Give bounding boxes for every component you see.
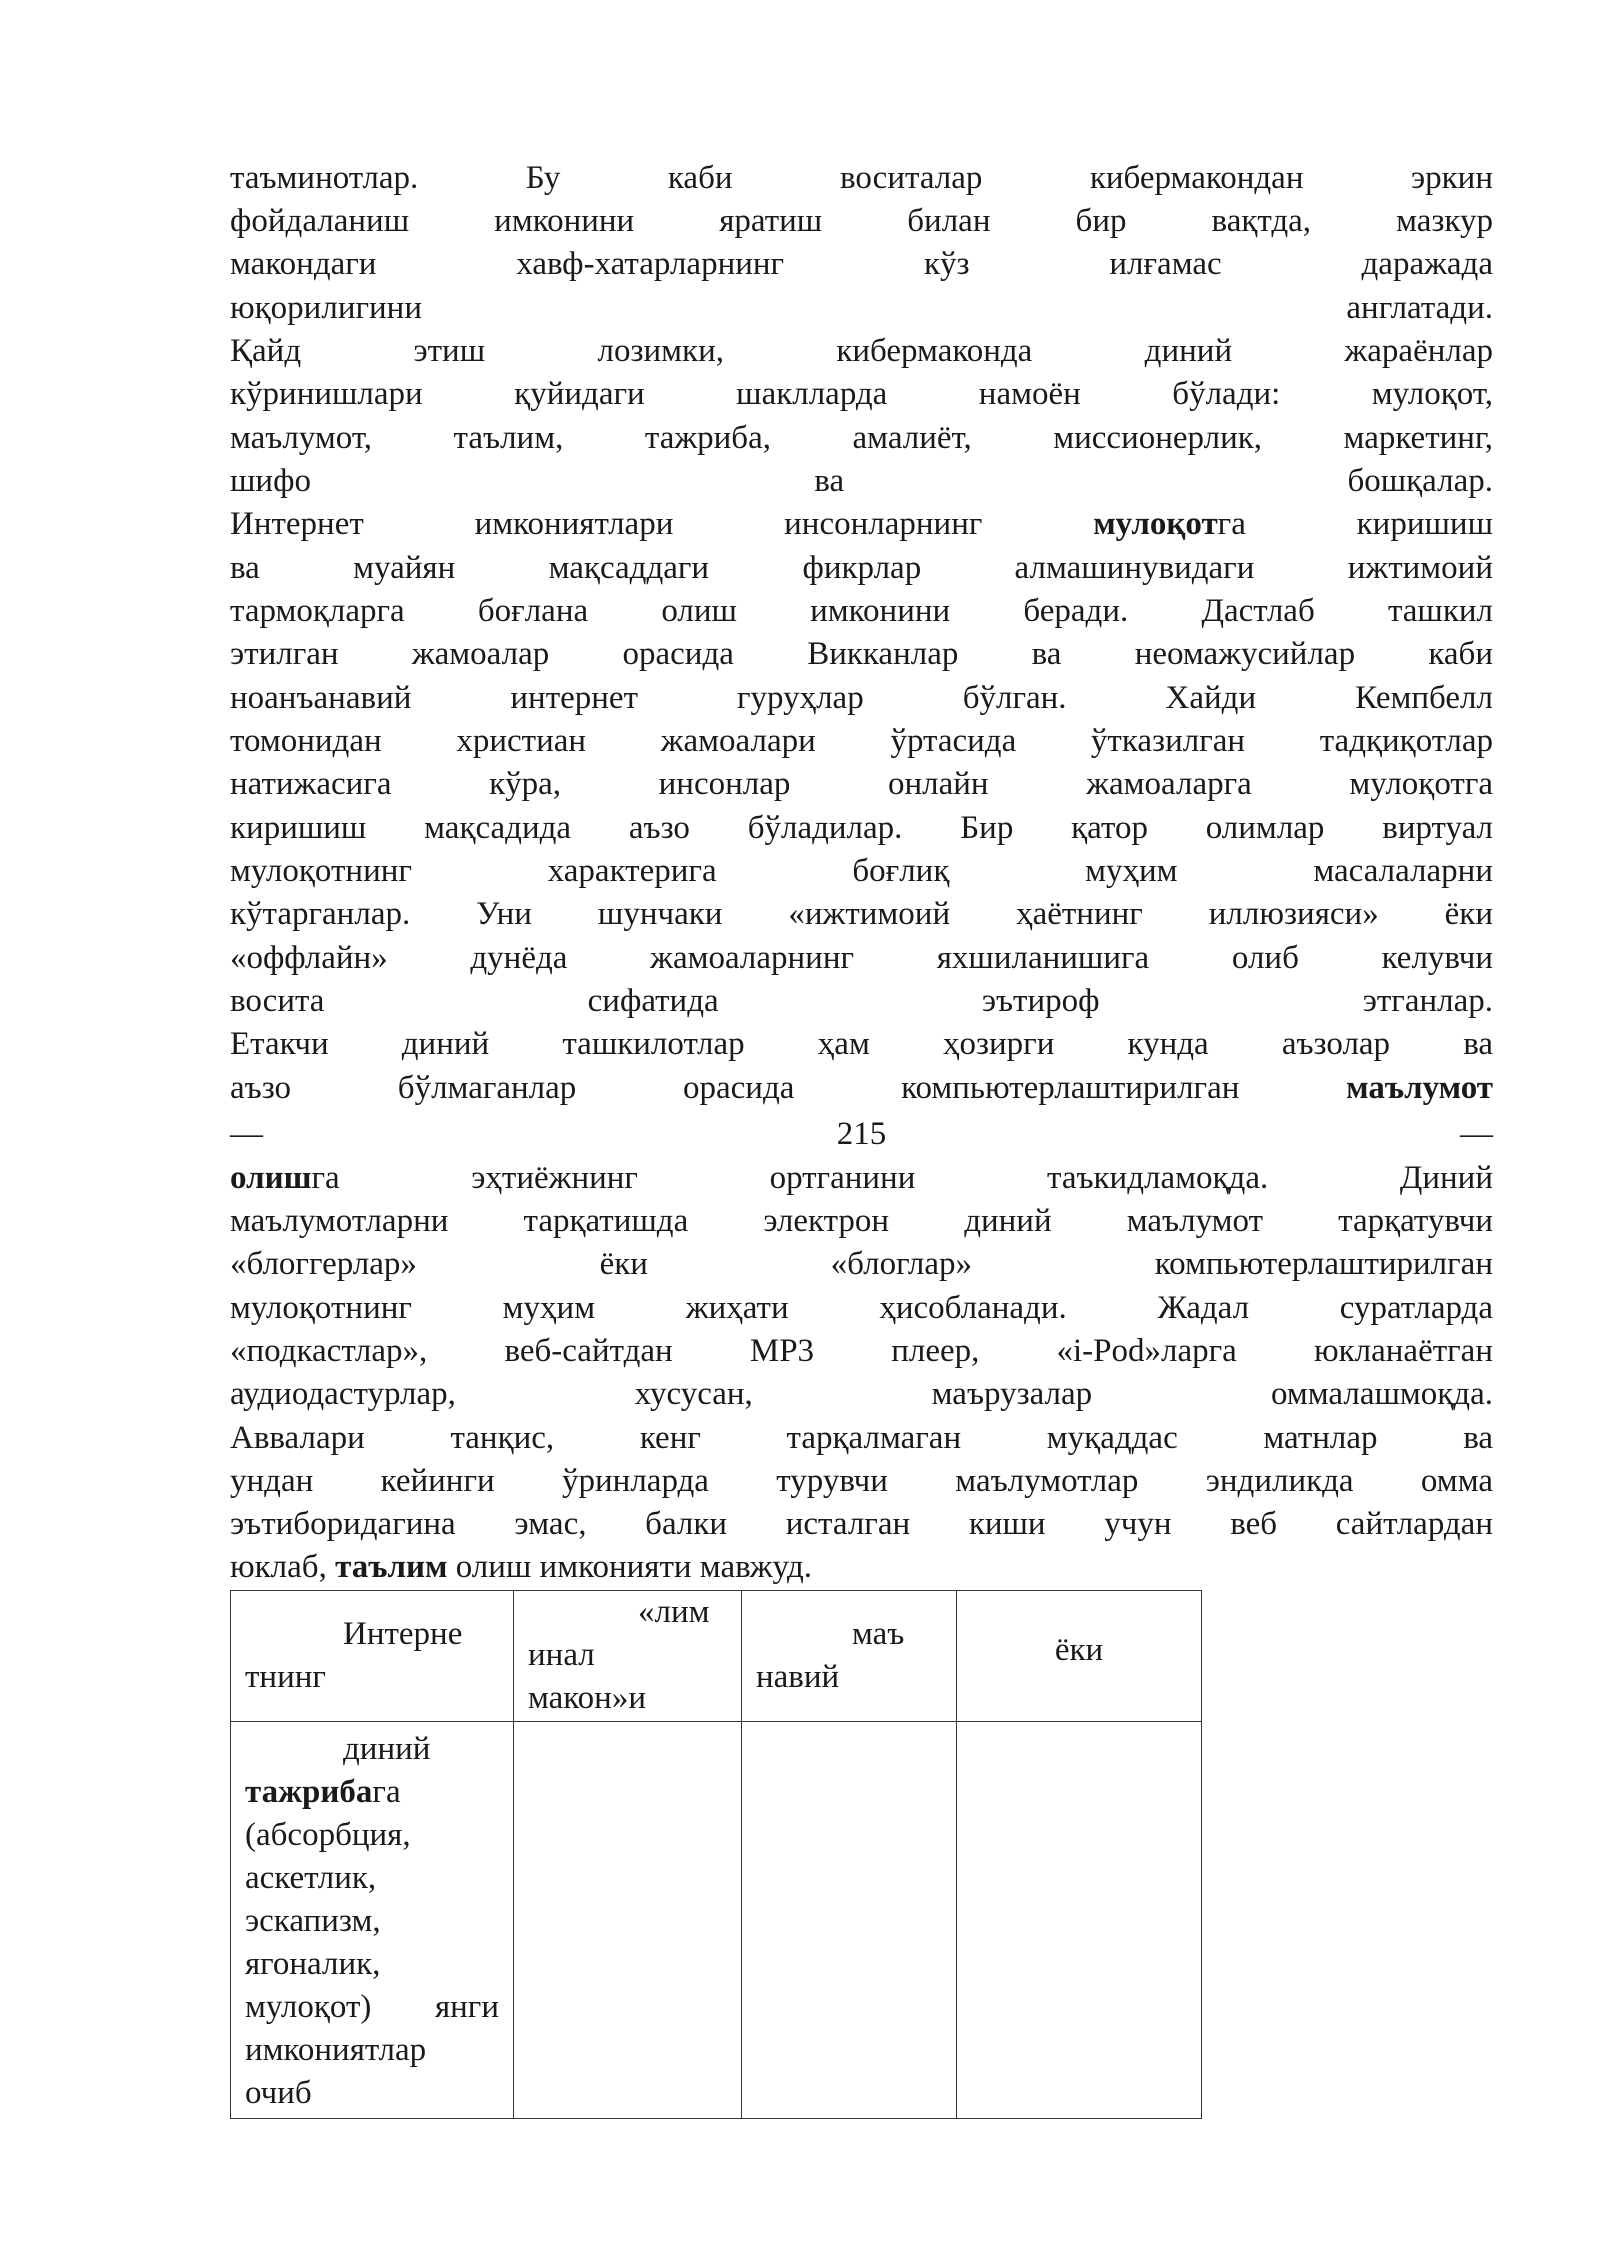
cell-text: диний xyxy=(343,1731,431,1767)
table-row xyxy=(231,1722,1202,2119)
text-line: олишга эҳтиёжнинг ортганини таъкидламоқда. Диний xyxy=(230,1160,1493,1196)
text-line: «подкастлар», веб-сайтдан MP3 плеер, «i-Pod»ларга юкланаётган xyxy=(230,1333,1493,1369)
text-line: мулоқотнинг муҳим жиҳати ҳисобланади. Жадал суратларда xyxy=(230,1290,1493,1326)
table-header-cell xyxy=(514,1591,742,1722)
text-line: кўтарганлар. Уни шунчаки «ижтимоий ҳаётнинг иллюзияси» ёки xyxy=(230,896,1493,932)
text-line: «оффлайн» дунёда жамоаларнинг яхшиланишига олиб келувчи xyxy=(230,940,1493,976)
table-header-cell xyxy=(231,1591,514,1722)
text-line: таъминотлар. Бу каби воситалар кибермакондан эркин xyxy=(230,160,1493,196)
text-line: ва муайян мақсаддаги фикрлар алмашинувидаги ижтимоий xyxy=(230,550,1493,586)
table-cell xyxy=(957,1722,1202,2119)
table-cell xyxy=(231,1722,514,2119)
cell-text: очиб xyxy=(245,2075,312,2111)
bold-fragment: таълим xyxy=(335,1549,448,1585)
bold-fragment: мулоқот xyxy=(1093,506,1218,542)
cell-text: ягоналик, xyxy=(245,1946,381,1982)
text-line: аъзо бўлмаганлар орасида компьютерлаштирилган маълумот xyxy=(230,1070,1493,1106)
text-line: макондаги хавф-хатарларнинг кўз илғамас даражада xyxy=(230,246,1493,282)
cell-text: тнинг xyxy=(245,1659,326,1695)
cell-text: ёки xyxy=(1054,1632,1104,1668)
text-line: юқорилигини англатади. xyxy=(230,290,1493,326)
table-header-cell xyxy=(742,1591,957,1722)
page-number: 215 xyxy=(836,1116,887,1152)
text-line: восита сифатида эътироф этганлар. xyxy=(230,983,1493,1019)
text-line: натижасига кўра, инсонлар онлайн жамоаларга мулоқотга xyxy=(230,766,1493,802)
text-line: киришиш мақсадида аъзо бўладилар. Бир қатор олимлар виртуал xyxy=(230,810,1493,846)
table xyxy=(230,1590,1202,2119)
bold-fragment: тажриба xyxy=(245,1774,373,1810)
text-line: Етакчи диний ташкилотлар ҳам ҳозирги кунда аъзолар ва xyxy=(230,1026,1493,1062)
text-line: этилган жамоалар орасида Викканлар ва неомажусийлар каби xyxy=(230,636,1493,672)
text-line: Қайд этиш лозимки, кибермаконда диний жараёнлар xyxy=(230,333,1493,369)
text-line: эътиборидагина эмас, балки исталган киши учун веб сайтлардан xyxy=(230,1506,1493,1542)
cell-text: навий xyxy=(756,1659,840,1695)
dash: — xyxy=(230,1116,263,1152)
text-line: тармоқларга боғлана олиш имконини беради. Дастлаб ташкил xyxy=(230,593,1493,629)
cell-text: Интерне xyxy=(343,1616,463,1652)
table-header-cell xyxy=(957,1591,1202,1722)
text-line: маълумотларни тарқатишда электрон диний маълумот тарқатувчи xyxy=(230,1203,1493,1239)
table-header-row xyxy=(231,1591,1202,1722)
text-line: аудиодастурлар, хусусан, маърузалар оммалашмоқда. xyxy=(230,1376,1493,1412)
text-line: Аввалари танқис, кенг тарқалмаган муқаддас матнлар ва xyxy=(230,1420,1493,1456)
text-line: томонидан христиан жамоалари ўртасида ўтказилган тадқиқотлар xyxy=(230,723,1493,759)
text-line: мулоқотнинг характерига боғлиқ муҳим масалаларни xyxy=(230,853,1493,889)
cell-text: аскетлик, xyxy=(245,1860,377,1896)
text-line: юклаб, таълим олиш имконияти мавжуд. xyxy=(230,1549,812,1585)
bold-fragment: олиш xyxy=(230,1160,312,1196)
cell-text: имкониятлар xyxy=(245,2032,427,2068)
table-cell xyxy=(742,1722,957,2119)
text-line: маълумот, таълим, тажриба, амалиёт, миссионерлик, маркетинг, xyxy=(230,420,1493,456)
text-line: ноанъанавий интернет гуруҳлар бўлган. Хайди Кемпбелл xyxy=(230,680,1493,716)
table-cell xyxy=(514,1722,742,2119)
cell-text: «лим xyxy=(638,1594,710,1630)
dash: — xyxy=(1460,1116,1493,1152)
text-line: шифо ва бошқалар. xyxy=(230,463,1493,499)
bold-fragment: маълумот xyxy=(1346,1070,1493,1106)
cell-text: макон»и xyxy=(528,1680,646,1716)
text-line: кўринишлари қуйидаги шаклларда намоён бўлади: мулоқот, xyxy=(230,376,1493,412)
text-line: Интернет имкониятлари инсонларнинг мулоқотга киришиш xyxy=(230,506,1493,542)
cell-text: инал xyxy=(528,1637,595,1673)
cell-text: мулоқот) янги xyxy=(245,1989,499,2025)
cell-text: маъ xyxy=(852,1616,905,1652)
cell-text: (абсорбция, xyxy=(245,1817,411,1853)
text-line: «блоггерлар» ёки «блоглар» компьютерлаштирилган xyxy=(230,1246,1493,1282)
cell-text-rich: тажрибага xyxy=(245,1774,401,1810)
cell-text: эскапизм, xyxy=(245,1903,381,1939)
page-number-row xyxy=(230,1112,1493,1156)
text-line: ундан кейинги ўринларда турувчи маълумотлар эндиликда омма xyxy=(230,1463,1493,1499)
text-line: фойдаланиш имконини яратиш билан бир вақтда, мазкур xyxy=(230,203,1493,239)
